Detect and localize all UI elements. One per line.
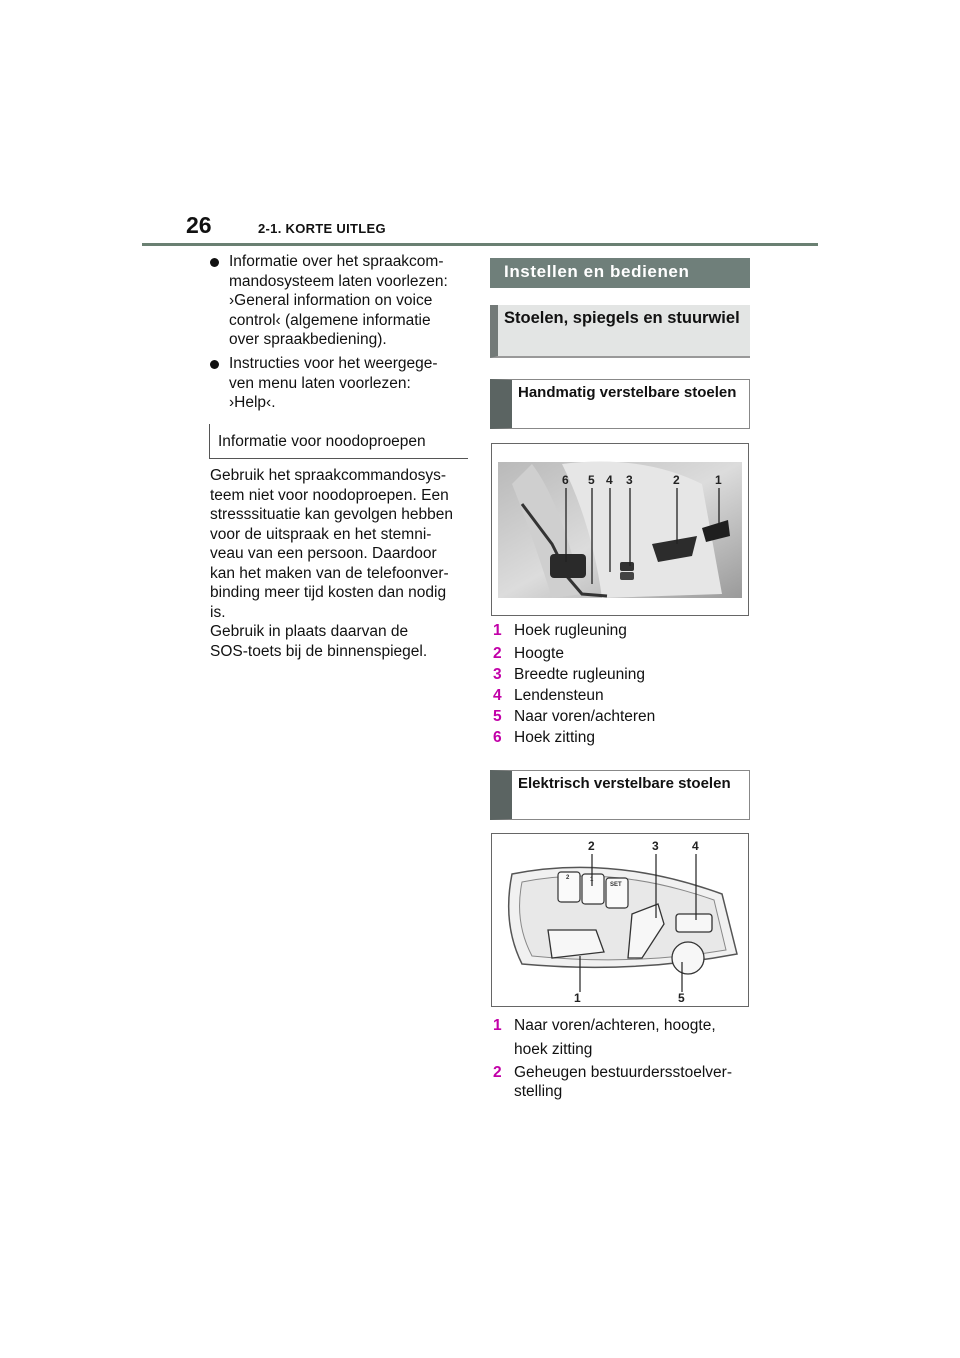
page-number: 26 bbox=[186, 212, 212, 238]
bullet-text: Informatie over het spraakcom- mandosysteem laten voorlezen: ›General information on voice control‹ (algemene informatie over spraakbediening). bbox=[229, 253, 448, 348]
memory-button-label: 1 bbox=[590, 877, 594, 883]
bullet-icon bbox=[210, 360, 219, 369]
callout-label: 2 bbox=[673, 473, 680, 487]
manual-list-item: 6 Hoek zitting bbox=[493, 729, 595, 746]
electric-seat-figure bbox=[491, 833, 749, 1007]
seat-controls-illustration bbox=[492, 834, 748, 1006]
callout-label: 6 bbox=[562, 473, 569, 487]
chapter-title: 2-1. KORTE UITLEG bbox=[258, 221, 386, 236]
seat-illustration bbox=[492, 444, 748, 615]
manual-list-item: 2 Hoogte bbox=[493, 645, 564, 662]
callout-label: 3 bbox=[626, 473, 633, 487]
callout-label: 5 bbox=[588, 473, 595, 487]
subsection-title: Stoelen, spiegels en stuurwiel bbox=[504, 309, 740, 327]
electric-list-item: 1 Naar voren/achteren, hoogte, hoek zitting bbox=[493, 1017, 716, 1058]
section-title-bar bbox=[490, 258, 750, 288]
manual-list-item: 3 Breedte rugleuning bbox=[493, 666, 645, 683]
callout-label: 2 bbox=[588, 839, 595, 853]
section-title: Instellen en bedienen bbox=[504, 262, 690, 281]
callout-label: 4 bbox=[692, 839, 699, 853]
bullet-text: Instructies voor het weergege- ven menu laten voorlezen: ›Help‹. bbox=[229, 355, 438, 411]
manual-list-item: 1 Hoek rugleuning bbox=[493, 622, 627, 639]
memory-button-label: 2 bbox=[566, 875, 570, 881]
manual-seat-figure bbox=[491, 443, 749, 616]
emergency-paragraph: Gebruik het spraakcommandosys- teem niet voor noodoproepen. Een stresssituatie kan gevolgen hebben voor de uitspraak en het stemni- veau van een persoon. Daardoor kan het maken van de telefoonver- binding meer tijd kosten dan nodig is. bbox=[210, 467, 453, 621]
electric-seats-heading: Elektrisch verstelbare stoelen bbox=[490, 770, 750, 820]
callout-label: 3 bbox=[652, 839, 659, 853]
electric-list-item: 2 Geheugen bestuurdersstoelver- stelling bbox=[493, 1064, 732, 1100]
subsection-title-bar bbox=[490, 305, 750, 358]
callout-label: 1 bbox=[574, 991, 581, 1005]
sos-paragraph: Gebruik in plaats daarvan de SOS-toets bij de binnenspiegel. bbox=[210, 623, 428, 660]
header-rule bbox=[142, 243, 818, 246]
callout-label: 1 bbox=[715, 473, 722, 487]
manual-list-item: 5 Naar voren/achteren bbox=[493, 708, 656, 725]
callout-label: 5 bbox=[678, 991, 685, 1005]
bullet-icon bbox=[210, 258, 219, 267]
manual-seats-heading: Handmatig verstelbare stoelen bbox=[490, 379, 750, 429]
manual-list-item: 4 Lendensteun bbox=[493, 687, 604, 704]
callout-label: 4 bbox=[606, 473, 613, 487]
info-title: Informatie voor noodoproepen bbox=[218, 433, 426, 450]
memory-button-label: SET bbox=[610, 882, 622, 888]
info-box bbox=[209, 424, 468, 459]
